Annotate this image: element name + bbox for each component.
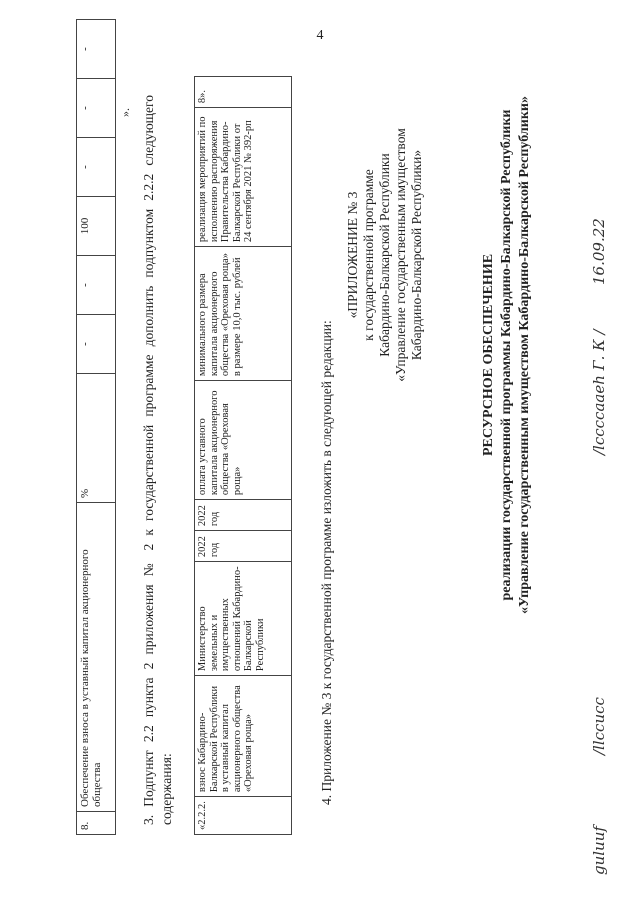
page-number: 4 <box>316 28 324 43</box>
section-heading <box>480 0 534 725</box>
heading-subtitle: «Управление государственным имуществом Кабардино-Балкарской Республики» <box>517 96 532 614</box>
signature: /llccucc <box>590 697 608 755</box>
appendix-line: Кабардино-Балкарской Республики» <box>409 149 424 361</box>
row-start: 2022 год <box>195 531 292 562</box>
heading-subtitle: реализации государственной программы Кабардино-Балкарской Республики <box>499 109 514 601</box>
table-2-2-2 <box>194 76 292 835</box>
signature-date: 16.09.22 <box>590 218 608 285</box>
row-value: - <box>77 138 116 197</box>
row-effect: оплата уставного капитала акционерного общества «Ореховая роща» <box>195 381 292 500</box>
row-link: реализация мероприятий по исполнению распоряжения Правительства Кабардино-Балкарской Республики от 24 сентября 2021 № 392-рп <box>195 108 292 247</box>
row-unit: % <box>77 374 116 503</box>
appendix-header <box>345 65 425 445</box>
heading-title: РЕСУРСНОЕ ОБЕСПЕЧЕНИЕ <box>481 253 496 457</box>
signature: /lccccaaeh Г. К / <box>590 329 608 455</box>
row-number: 8. <box>77 812 116 835</box>
appendix-line: к государственной программе <box>361 169 376 341</box>
row-value: 100 <box>77 197 116 256</box>
row-number: «2.2.2. <box>195 797 292 835</box>
row-name: взнос Кабардино-Балкарской Республики в уставный капитал акционерного общества «Ореховая роща» <box>195 676 292 797</box>
row-value: - <box>77 315 116 374</box>
appendix-line: Кабардино-Балкарской Республики <box>377 153 392 357</box>
row-name: Обеспечение взноса в уставный капитал акционерного общества <box>77 503 116 812</box>
paragraph-4: 4. Приложение № 3 к государственной программе изложить в следующей редакции: <box>319 320 334 805</box>
row-executor: Министерство земельных и имущественных отношений Кабардино-Балкарской Республики <box>195 562 292 676</box>
row-value: - <box>77 79 116 138</box>
table-row-8-closing: ». <box>118 108 132 117</box>
handwritten-signatures <box>560 0 640 875</box>
row-value: - <box>77 20 116 79</box>
appendix-line: «Управление государственным имуществом <box>393 128 408 382</box>
appendix-title: «ПРИЛОЖЕНИЕ № 3 <box>345 191 360 319</box>
row-indicator: минимального размера капитала акционерного общества «Ореховая роща» в размере 10,0 тыс. рублей <box>195 247 292 381</box>
row-end: 2022 год <box>195 500 292 531</box>
signature: guluuf <box>590 826 608 875</box>
row-tail: 8». <box>195 77 292 108</box>
table-row-8 <box>76 19 116 835</box>
table-row <box>195 77 292 835</box>
paragraph-3: 3. Подпункт 2.2 пункта 2 приложения № 2 к государственной программе дополнить подпунктом 2.2.2 следующего содержания: <box>141 95 174 825</box>
table-row <box>77 20 116 835</box>
row-value: - <box>77 256 116 315</box>
